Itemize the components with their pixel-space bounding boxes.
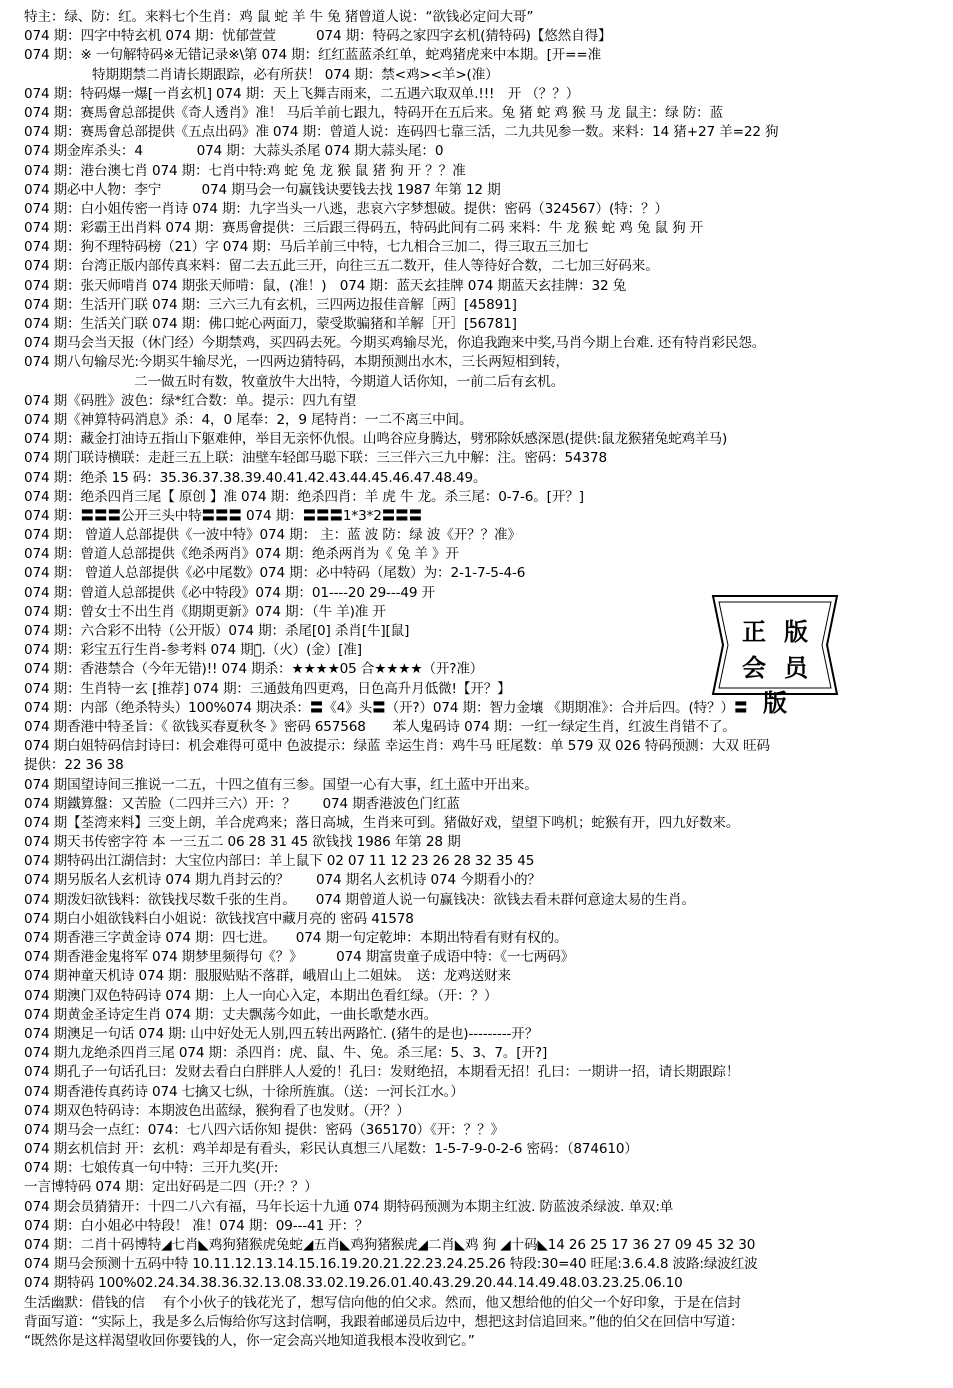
- stamp-line-genuine: 正版: [742, 617, 826, 646]
- text-line: 074 期神童天机诗 074 期：服服贴贴不落群，峨眉山上二姐妹。 送：龙鸡送财来: [24, 968, 511, 985]
- text-line: 074 期国望诗间三推说一二五，十四之值有三参。国望一心有大事，红土蓝中开出来。: [24, 776, 538, 793]
- text-line: 074 期玄机信封 开：玄机：鸡羊却是有看头，彩民认真想三八尾数：1-5-7-9-0-2-6 密码：（874610）: [24, 1141, 638, 1158]
- text-line: 074 期：彩宝五行生肖-参考料 074 期：̃.（火）(金）[准]: [24, 642, 362, 659]
- text-line: 074 期澳门双色特码诗 074 期：上人一向心入定，本期出色看红绿。（开：？）: [24, 987, 498, 1004]
- text-line: 074 期马会预测十五码中特 10.11.12.13.14.15.16.19.20.21.22.23.24.25.26 特段:30=40 旺尾:3.6.4.8 波路:绿波红波: [24, 1256, 758, 1273]
- text-line: 一言博特码 074 期：定出好码是二四（开:？？）: [24, 1179, 318, 1196]
- text-line: 074 期九龙绝杀四肖三尾 074 期：杀四肖：虎、鼠、牛、兔。杀三尾：5、3、7。[开?]: [24, 1045, 548, 1062]
- text-line: 074 期：特码爆一爆[一肖玄机] 074 期：天上飞舞吉雨来，二五遇六取双单.!!! 开 （？？）: [24, 85, 580, 102]
- text-line: 074 期： 曾道人总部提供《必中尾数》074 期：必中特码（尾数）为：2-1-7-5-4-6: [24, 565, 526, 582]
- text-line: 074 期：白小姐必中特段！ 准！074 期：09---41 开：？: [24, 1217, 369, 1234]
- text-line: 074 期天书传密字符 本 一三五二 06 28 31 45 欲钱找 1986 年第 28 期: [24, 834, 461, 851]
- text-line: 074 期香港三字黄金诗 074 期：四七进。 074 期一句定乾坤：本期出特看有财有权的。: [24, 930, 568, 946]
- text-line: 074 期另版名人玄机诗 074 期九肖封云的？ 074 期名人玄机诗 074 今期看小的？: [24, 872, 541, 889]
- text-line: 074 期：港台澳七肖 074 期：七肖中特:鸡 蛇 兔 龙 猴 鼠 猪 狗 开 ？？准: [24, 162, 466, 179]
- stamp-line-member: 会员版: [742, 653, 826, 717]
- text-line: 074 期：白小姐传密一肖诗 074 期：九字当头一八逃，悲哀六字梦想破。提供：密码（324567）(特：？）: [24, 200, 668, 217]
- text-line: 074 期：生活开门联 074 期：三六三九有玄机，三四两边报佳音解［两］[45891]: [24, 296, 517, 313]
- text-line: 074 期：〓〓〓公开三头中特〓〓〓 074 期：〓〓〓1*3*2〓〓〓: [24, 507, 423, 524]
- text-line: 074 期：赛馬會总部提供《奇人透肖》准！ 马后羊前七跟九，特码开在五后来。兔 猪 蛇 鸡 猴 马 龙 鼠主：绿 防：蓝: [24, 104, 724, 121]
- text-line: 特期期禁二肖请长期跟踪，必有所获！ 074 期：禁<鸡><羊>(准）: [92, 66, 499, 83]
- text-line: 074 期： 曾道人总部提供《一波中特》074 期： 主：蓝 波 防：绿 波《开？？准》: [24, 527, 521, 544]
- text-line: 074 期白小姐欲钱料白小姐说：欲钱找宫中藏月亮的 密码 41578: [24, 910, 414, 927]
- text-line: 074 期：狗不理特码榜（21）字 074 期：马后羊前三中特，七九相合三加二，得三取五三加七: [24, 239, 589, 256]
- text-line: 074 期八句输尽光:今期买牛输尽光，一四两边猜特码，本期预测出水木，三长两短相到转，: [24, 354, 569, 371]
- text-line: 074 期：生肖特一玄 [推荐] 074 期：三通鼓角四更鸡，日色高升月低微!【开？】: [24, 680, 511, 697]
- text-line: 背面写道：“实际上，我是多么后悔给你写这封信啊，我跟着邮递员后边中，想把这封信追回来。”他的伯父在回信中写道：: [24, 1313, 744, 1330]
- text-line: 074 期：张天师啃肖 074 期张天师啃：鼠，(准！) 074 期：蓝天玄挂牌 074 期蓝天玄挂牌：32 兔: [24, 277, 627, 294]
- text-line: 074 期：二肖十码博特◢七肖◣鸡狗猪猴虎兔蛇◢五肖◣鸡狗猪猴虎◢二肖◣鸡 狗 ◢十码◣14 26 25 17 36 27 09 45 32 30: [24, 1237, 756, 1253]
- text-line: 074 期澳足一句话 074 期: 山中好处无人别,四五转出两路忙. (猪牛的是也)---------开？: [24, 1025, 539, 1042]
- text-line: 074 期金库杀头：4 074 期：大蒜头杀尾 074 期大蒜头尾：0: [24, 143, 444, 160]
- text-line: 074 期：四字中特玄机 074 期：忧郁萱萱 074 期：特码之家四字玄机(猜特码)【悠然自得】: [24, 28, 612, 45]
- text-line: 074 期会员猜猜开：十四二八六有福，马年长运十九通 074 期特码预测为本期主红波. 防蓝波杀绿波. 单双:单: [24, 1198, 674, 1215]
- text-line: “既然你是这样渴望收回你要钱的人，你一定会高兴地知道我根本没收到它。”: [24, 1332, 475, 1349]
- text-line: 074 期：绝杀 15 码：35.36.37.38.39.40.41.42.43.44.45.46.47.48.49。: [24, 469, 487, 486]
- text-line: 074 期《码胜》波色：绿*红合数：单。提示：四九有望: [24, 392, 357, 409]
- member-edition-stamp: [705, 586, 845, 717]
- text-line: 074 期黄金圣诗定生肖 074 期：丈夫飘荡今如此，一曲长歌楚水西。: [24, 1006, 438, 1023]
- text-line: 074 期：绝杀四肖三尾【 原创 】准 074 期：绝杀四肖：羊 虎 牛 龙。杀三尾：0-7-6。[开？]: [24, 488, 584, 505]
- text-line: 074 期鐵算盤：又苦脸（二四并三六）开：？ 074 期香港波色门红蓝: [24, 795, 460, 812]
- text-line: 生活幽默：借钱的信 有个小伙子的钱花光了，想写信向他的伯父求。然而，他又想给他的伯父一个好印象，于是在信封: [24, 1294, 741, 1311]
- text-line: 074 期：内部（绝杀特头）100%074 期决杀：〓《4》头〓（开?）074 期：智力金壤 《期期准》：合并后四。(特？）〓: [24, 699, 748, 716]
- text-line: 074 期《神算特码消息》杀：4，0 尾奉：2，9 尾特肖：一二不离三中间。: [24, 411, 473, 428]
- text-line: 074 期：六合彩不出特（公开版）074 期：杀尾[0] 杀肖[牛][鼠]: [24, 623, 410, 639]
- text-line: 074 期门联诗横联：走赶三五上联：油壁车轻郎马聪下联：三三伴六三九中解：注。密码：54378: [24, 450, 608, 467]
- text-line: 074 期：彩霸王出肖料 074 期：赛馬會提供：三后跟三得码五，特码此间有二码 来料：牛 龙 猴 蛇 鸡 兔 鼠 狗 开: [24, 220, 704, 237]
- text-line: 074 期：※ 一句解特码※无错记录※\第 074 期：红红蓝蓝杀红单，蛇鸡猪虎来中本期。[开==准: [24, 47, 602, 64]
- text-line: 提供：22 36 38: [24, 757, 124, 774]
- text-line: 074 期【荃湾来料】三变上朗，羊合虎鸡来；落日高城，生肖来可到。猪做好戏，望望下鸣机；蛇猴有开，四九好数来。: [24, 814, 740, 831]
- text-line: 074 期马会当天报（休门经）今期禁鸡，买四码去死。今期买鸡输尽光，你追我跑来中奖,马肖今期上台难. 还有特肖彩民怨。: [24, 335, 766, 352]
- text-line: 074 期：生活关门联 074 期：佛口蛇心两面刀，蒙受欺骗猪和羊解［开］[56781]: [24, 316, 517, 332]
- text-line: 二一做五时有数，牧童放牛大出特，今期道人话你知，一前二后有玄机。: [134, 373, 565, 390]
- text-line: 074 期香港金鬼将军 074 期梦里频得句《？》 074 期富贵童子成语中特：《一七两码》: [24, 949, 575, 966]
- text-line: 074 期：台湾正版内部传真来料：留二去五此三开，向往三五二数开，佳人等待好合数，二七加三好码来。: [24, 258, 659, 275]
- text-line: 074 期双色特码诗：本期波色出蓝绿，猴狗看了也发财。（开？）: [24, 1102, 410, 1119]
- text-line: 074 期香港传真药诗 074 七擒又七纵，十徐所旌旗。（送：一河长江水。）: [24, 1083, 464, 1100]
- text-line: 074 期：曾女士不出生肖《期期更新》074 期：（牛 羊)准 开: [24, 603, 386, 620]
- text-line: 074 期：七娘传真一句中特：三开九奖(开:: [24, 1160, 279, 1177]
- text-line: 074 期：曾道人总部提供《绝杀两肖》074 期：绝杀两肖为《 兔 羊 》开: [24, 546, 459, 563]
- text-line: 074 期：赛馬會总部提供《五点出码》准 074 期：曾道人说：连码四七靠三活，二九共见参一数。来料：14 猪+27 羊=22 狗: [24, 124, 779, 141]
- text-line: 074 期特码 100%02.24.34.38.36.32.13.08.33.02.19.26.01.40.43.29.20.44.14.49.48.03.23.25.06.10: [24, 1275, 683, 1292]
- text-line: 074 期特码出江湖信封：大宝位内部曰：羊上鼠下 02 07 11 12 23 26 28 32 35 45: [24, 853, 535, 870]
- text-line: 特主：绿、防：红。来料七个生肖：鸡 鼠 蛇 羊 牛 兔 猪曾道人说：“欲钱必定问大哥”: [24, 9, 534, 25]
- text-line: 074 期必中人物：李宁 074 期马会一句赢钱诀要钱去找 1987 年第 12 期: [24, 181, 501, 198]
- text-line: 074 期：香港禁合（今年无错)!! 074 期杀：★★★★05 合★★★★（开?准）: [24, 661, 484, 678]
- text-line: 074 期泼妇欲钱料：欲钱找尽数千张的生肖。 074 期曾道人说一句赢钱决：欲钱去看未群何意途太易的生肖。: [24, 891, 695, 908]
- text-line: 074 期：曾道人总部提供《必中特段》074 期：01----20 29---49 开: [24, 584, 435, 601]
- text-line: 074 期：藏金打油诗五指山下躯难伸，举目无亲怀仇恨。山鸣谷应身腾达，劈邪除妖感深恩(提供:鼠龙猴猪兔蛇鸡羊马): [24, 431, 728, 448]
- text-line: 074 期孔子一句话孔曰：发财去看白白胖胖人人爱的！孔曰：发财绝招，本期看无招！孔曰：一期讲一招，请长期跟踪！: [24, 1064, 740, 1081]
- text-line: 074 期白姐特码信封诗曰：机会难得可觅中 色波提示：绿蓝 幸运生肖：鸡牛马 旺尾数：单 579 双 026 特码预测：大双 旺码: [24, 738, 770, 755]
- text-line: 074 期香港中特圣旨：《 欲钱买春夏秋冬 》密码 657568 苯人鬼码诗 074 期：一红一绿定生肖，红波生肖错不了。: [24, 718, 736, 735]
- text-line: 074 期马会一点红：074：七八四六话你知 提供：密码（365170）《开：？？》: [24, 1121, 504, 1138]
